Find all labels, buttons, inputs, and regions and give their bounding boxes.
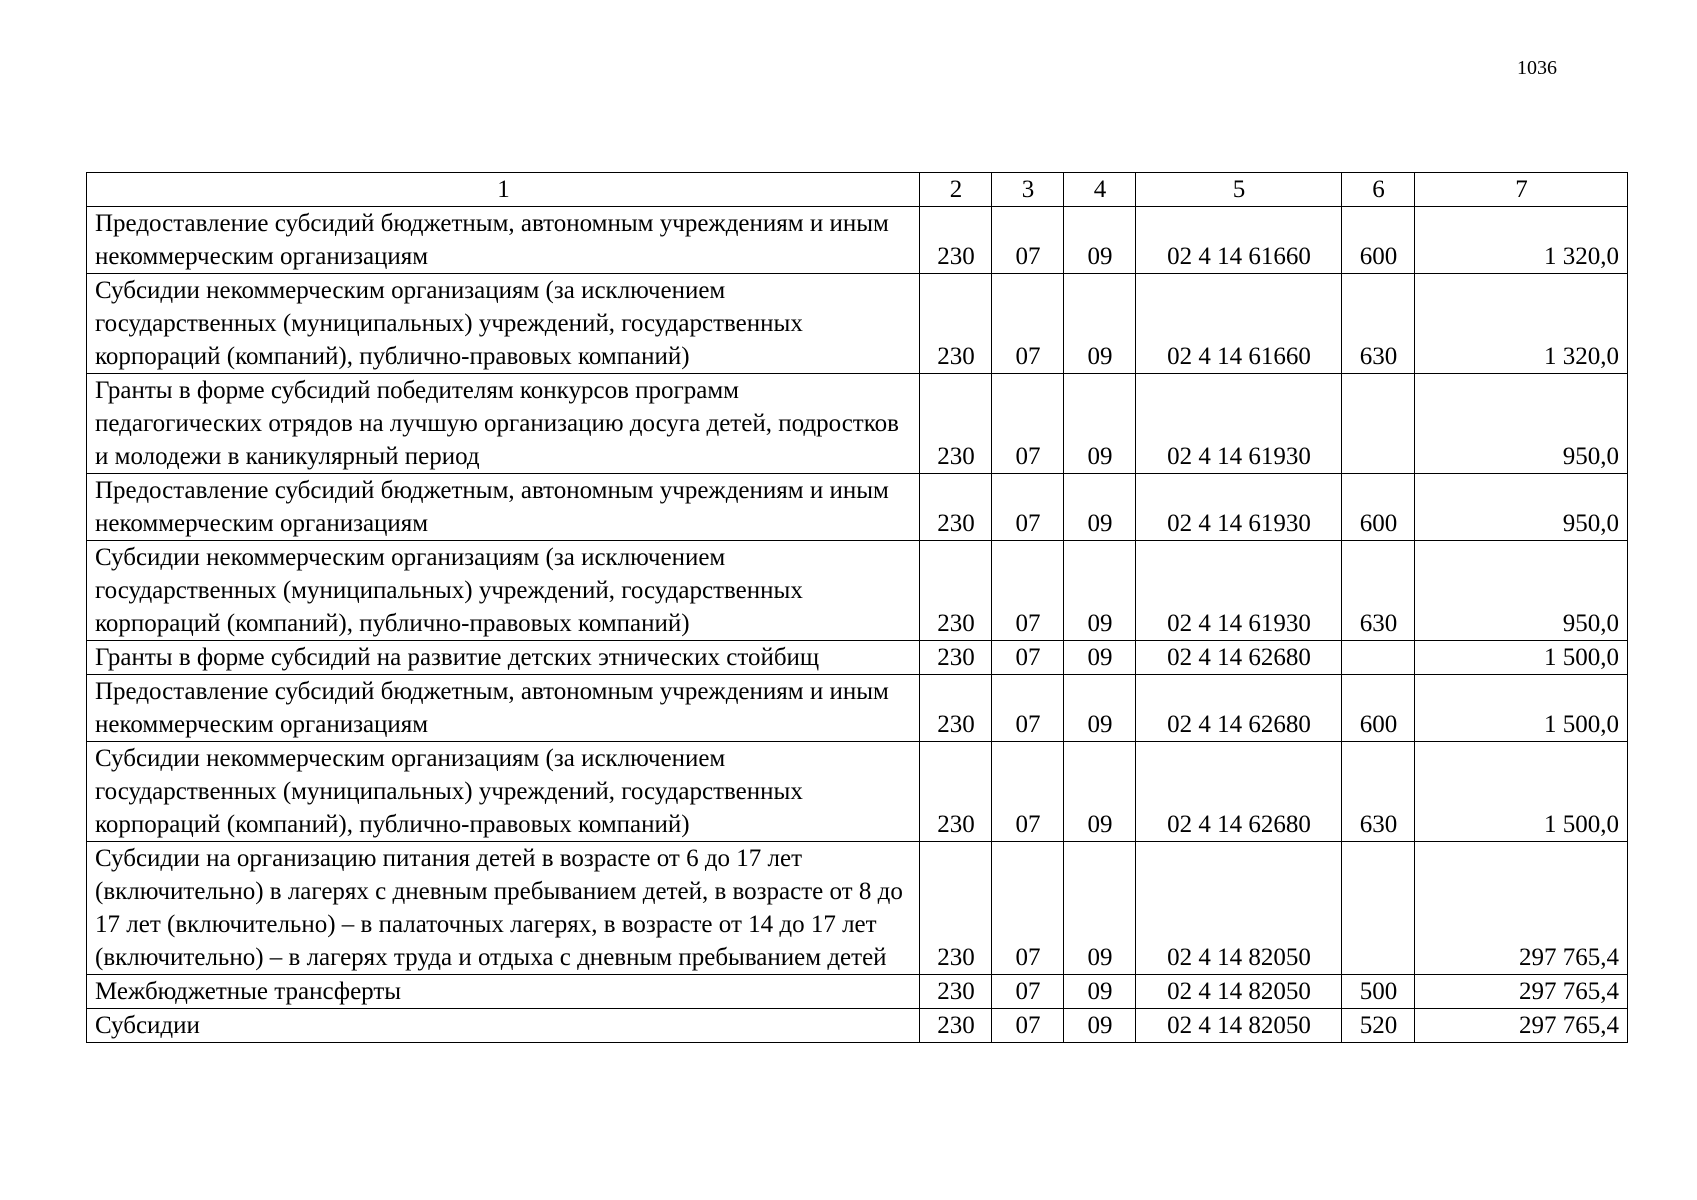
row-name-cell: Гранты в форме субсидий победителям конкурсов программ педагогических отрядов на лучшую организацию досуга детей, подростков и молодежи в каникулярный период xyxy=(87,374,920,474)
row-name-cell: Межбюджетные трансферты xyxy=(87,975,920,1009)
row-ministry-code-cell: 230 xyxy=(920,641,992,675)
row-ministry-code-cell: 230 xyxy=(920,1009,992,1043)
row-ministry-code-cell: 230 xyxy=(920,474,992,541)
table-row xyxy=(87,975,1628,1009)
row-name-cell: Предоставление субсидий бюджетным, автономным учреждениям и иным некоммерческим организациям xyxy=(87,207,920,274)
table-row xyxy=(87,374,1628,474)
row-amount-cell: 297 765,4 xyxy=(1415,975,1628,1009)
row-expense-type-cell: 630 xyxy=(1342,742,1415,842)
row-ministry-code-cell: 230 xyxy=(920,541,992,641)
row-ministry-code-cell: 230 xyxy=(920,374,992,474)
row-expense-type-cell: 600 xyxy=(1342,675,1415,742)
row-name-cell: Субсидии на организацию питания детей в возрасте от 6 до 17 лет (включительно) в лагерях с дневным пребыванием детей, в возрасте от 8 до 17 лет (включительно) – в палаточных лагерях, в возрасте от 14 до 17 лет (включительно) – в лагерях труда и отдыха с дневным пребыванием детей xyxy=(87,842,920,975)
table-row xyxy=(87,207,1628,274)
row-name-cell: Субсидии некоммерческим организациям (за исключением государственных (муниципальных) учреждений, государственных корпораций (компаний), публично-правовых компаний) xyxy=(87,742,920,842)
header-cell-5: 5 xyxy=(1136,173,1342,207)
row-target-article-cell: 02 4 14 61930 xyxy=(1136,374,1342,474)
row-target-article-cell: 02 4 14 61930 xyxy=(1136,474,1342,541)
row-amount-cell: 1 500,0 xyxy=(1415,641,1628,675)
row-target-article-cell: 02 4 14 61930 xyxy=(1136,541,1342,641)
row-ministry-code-cell: 230 xyxy=(920,675,992,742)
row-amount-cell: 1 320,0 xyxy=(1415,274,1628,374)
row-subsection-code-cell: 09 xyxy=(1064,1009,1136,1043)
row-amount-cell: 1 500,0 xyxy=(1415,742,1628,842)
row-target-article-cell: 02 4 14 62680 xyxy=(1136,742,1342,842)
row-expense-type-cell xyxy=(1342,641,1415,675)
row-name-cell: Предоставление субсидий бюджетным, автономным учреждениям и иным некоммерческим организациям xyxy=(87,474,920,541)
row-subsection-code-cell: 09 xyxy=(1064,374,1136,474)
header-cell-3: 3 xyxy=(992,173,1064,207)
row-name-cell: Гранты в форме субсидий на развитие детских этнических стойбищ xyxy=(87,641,920,675)
row-section-code-cell: 07 xyxy=(992,374,1064,474)
row-section-code-cell: 07 xyxy=(992,207,1064,274)
row-subsection-code-cell: 09 xyxy=(1064,541,1136,641)
row-name-cell: Субсидии некоммерческим организациям (за исключением государственных (муниципальных) учреждений, государственных корпораций (компаний), публично-правовых компаний) xyxy=(87,541,920,641)
row-section-code-cell: 07 xyxy=(992,842,1064,975)
row-section-code-cell: 07 xyxy=(992,742,1064,842)
row-section-code-cell: 07 xyxy=(992,675,1064,742)
row-amount-cell: 950,0 xyxy=(1415,374,1628,474)
budget-table xyxy=(86,172,1628,1043)
row-ministry-code-cell: 230 xyxy=(920,742,992,842)
row-section-code-cell: 07 xyxy=(992,474,1064,541)
row-section-code-cell: 07 xyxy=(992,1009,1064,1043)
row-expense-type-cell: 520 xyxy=(1342,1009,1415,1043)
row-expense-type-cell: 600 xyxy=(1342,207,1415,274)
row-name-cell: Субсидии xyxy=(87,1009,920,1043)
row-target-article-cell: 02 4 14 82050 xyxy=(1136,1009,1342,1043)
table-row xyxy=(87,274,1628,374)
header-cell-7: 7 xyxy=(1415,173,1628,207)
row-target-article-cell: 02 4 14 62680 xyxy=(1136,675,1342,742)
row-subsection-code-cell: 09 xyxy=(1064,641,1136,675)
row-amount-cell: 297 765,4 xyxy=(1415,1009,1628,1043)
row-target-article-cell: 02 4 14 82050 xyxy=(1136,975,1342,1009)
row-amount-cell: 950,0 xyxy=(1415,541,1628,641)
table-header-row xyxy=(87,173,1628,207)
row-subsection-code-cell: 09 xyxy=(1064,474,1136,541)
row-section-code-cell: 07 xyxy=(992,975,1064,1009)
row-section-code-cell: 07 xyxy=(992,541,1064,641)
row-expense-type-cell: 630 xyxy=(1342,541,1415,641)
row-subsection-code-cell: 09 xyxy=(1064,207,1136,274)
row-subsection-code-cell: 09 xyxy=(1064,742,1136,842)
row-target-article-cell: 02 4 14 82050 xyxy=(1136,842,1342,975)
table-row xyxy=(87,842,1628,975)
row-name-cell: Субсидии некоммерческим организациям (за исключением государственных (муниципальных) учреждений, государственных корпораций (компаний), публично-правовых компаний) xyxy=(87,274,920,374)
row-ministry-code-cell: 230 xyxy=(920,975,992,1009)
row-target-article-cell: 02 4 14 61660 xyxy=(1136,274,1342,374)
row-target-article-cell: 02 4 14 62680 xyxy=(1136,641,1342,675)
row-expense-type-cell: 500 xyxy=(1342,975,1415,1009)
table-row xyxy=(87,742,1628,842)
table-row xyxy=(87,1009,1628,1043)
row-section-code-cell: 07 xyxy=(992,641,1064,675)
table-row xyxy=(87,541,1628,641)
row-subsection-code-cell: 09 xyxy=(1064,975,1136,1009)
header-cell-6: 6 xyxy=(1342,173,1415,207)
table-row xyxy=(87,641,1628,675)
row-name-cell: Предоставление субсидий бюджетным, автономным учреждениям и иным некоммерческим организациям xyxy=(87,675,920,742)
table-row xyxy=(87,474,1628,541)
row-ministry-code-cell: 230 xyxy=(920,274,992,374)
row-expense-type-cell xyxy=(1342,374,1415,474)
row-expense-type-cell: 630 xyxy=(1342,274,1415,374)
row-amount-cell: 297 765,4 xyxy=(1415,842,1628,975)
row-ministry-code-cell: 230 xyxy=(920,842,992,975)
header-cell-2: 2 xyxy=(920,173,992,207)
row-amount-cell: 950,0 xyxy=(1415,474,1628,541)
row-ministry-code-cell: 230 xyxy=(920,207,992,274)
row-section-code-cell: 07 xyxy=(992,274,1064,374)
row-expense-type-cell: 600 xyxy=(1342,474,1415,541)
row-subsection-code-cell: 09 xyxy=(1064,675,1136,742)
row-amount-cell: 1 500,0 xyxy=(1415,675,1628,742)
row-expense-type-cell xyxy=(1342,842,1415,975)
row-subsection-code-cell: 09 xyxy=(1064,274,1136,374)
row-target-article-cell: 02 4 14 61660 xyxy=(1136,207,1342,274)
header-cell-4: 4 xyxy=(1064,173,1136,207)
header-cell-1: 1 xyxy=(87,173,920,207)
row-subsection-code-cell: 09 xyxy=(1064,842,1136,975)
page-number: 1036 xyxy=(1517,57,1557,79)
row-amount-cell: 1 320,0 xyxy=(1415,207,1628,274)
table-row xyxy=(87,675,1628,742)
